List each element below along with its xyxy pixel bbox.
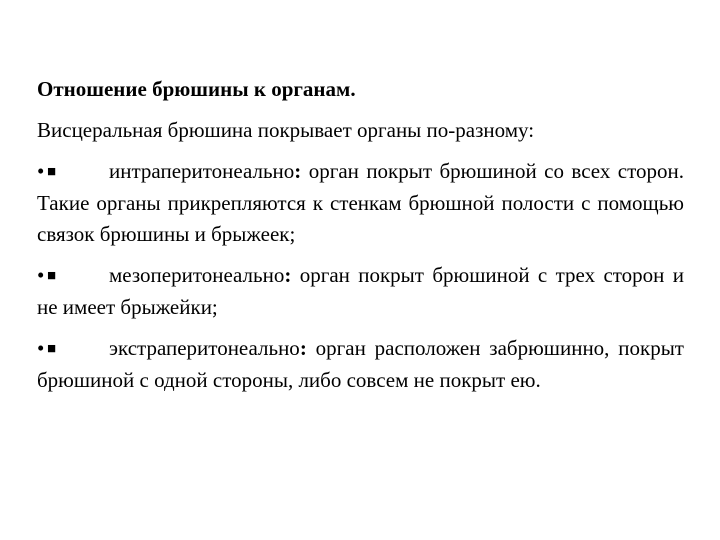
bullet bbox=[37, 333, 109, 365]
bullet bbox=[37, 260, 109, 292]
term-colon: : bbox=[284, 263, 292, 287]
term: мезоперитонеально bbox=[109, 263, 285, 287]
bullet bbox=[37, 156, 109, 188]
page-title: Отношение брюшины к органам. bbox=[37, 77, 356, 101]
term: интраперитонеально bbox=[109, 159, 295, 183]
list-item-intraperitoneal bbox=[37, 156, 684, 250]
bullet-square-icon: ■ bbox=[47, 164, 57, 180]
bullet-dot-icon: • bbox=[37, 336, 45, 360]
definition-text: орган расположен забрюшинно, покрыт брюшиной с одной стороны, либо совсем не покрыт ею. bbox=[37, 336, 684, 392]
bullet-square-icon: ■ bbox=[47, 268, 57, 284]
definition-text: орган покрыт брюшиной с трех сторон и не имеет брыжейки; bbox=[37, 263, 684, 319]
definition-text: орган покрыт брюшиной со всех сторон. Такие органы прикрепляются к стенкам брюшной полости с помощью связок брюшины и брыжеек; bbox=[37, 159, 684, 246]
term-colon: : bbox=[299, 336, 307, 360]
bullet-square-icon: ■ bbox=[47, 341, 57, 357]
list-item-mesoperitoneal bbox=[37, 260, 684, 323]
bullet-dot-icon: • bbox=[37, 159, 45, 183]
bullet-dot-icon: • bbox=[37, 263, 45, 287]
term-colon: : bbox=[294, 159, 302, 183]
intro-text: Висцеральная брюшина покрывает органы по-разному: bbox=[37, 118, 535, 142]
list-item-extraperitoneal bbox=[37, 333, 684, 396]
term: экстраперитонеально bbox=[109, 336, 300, 360]
